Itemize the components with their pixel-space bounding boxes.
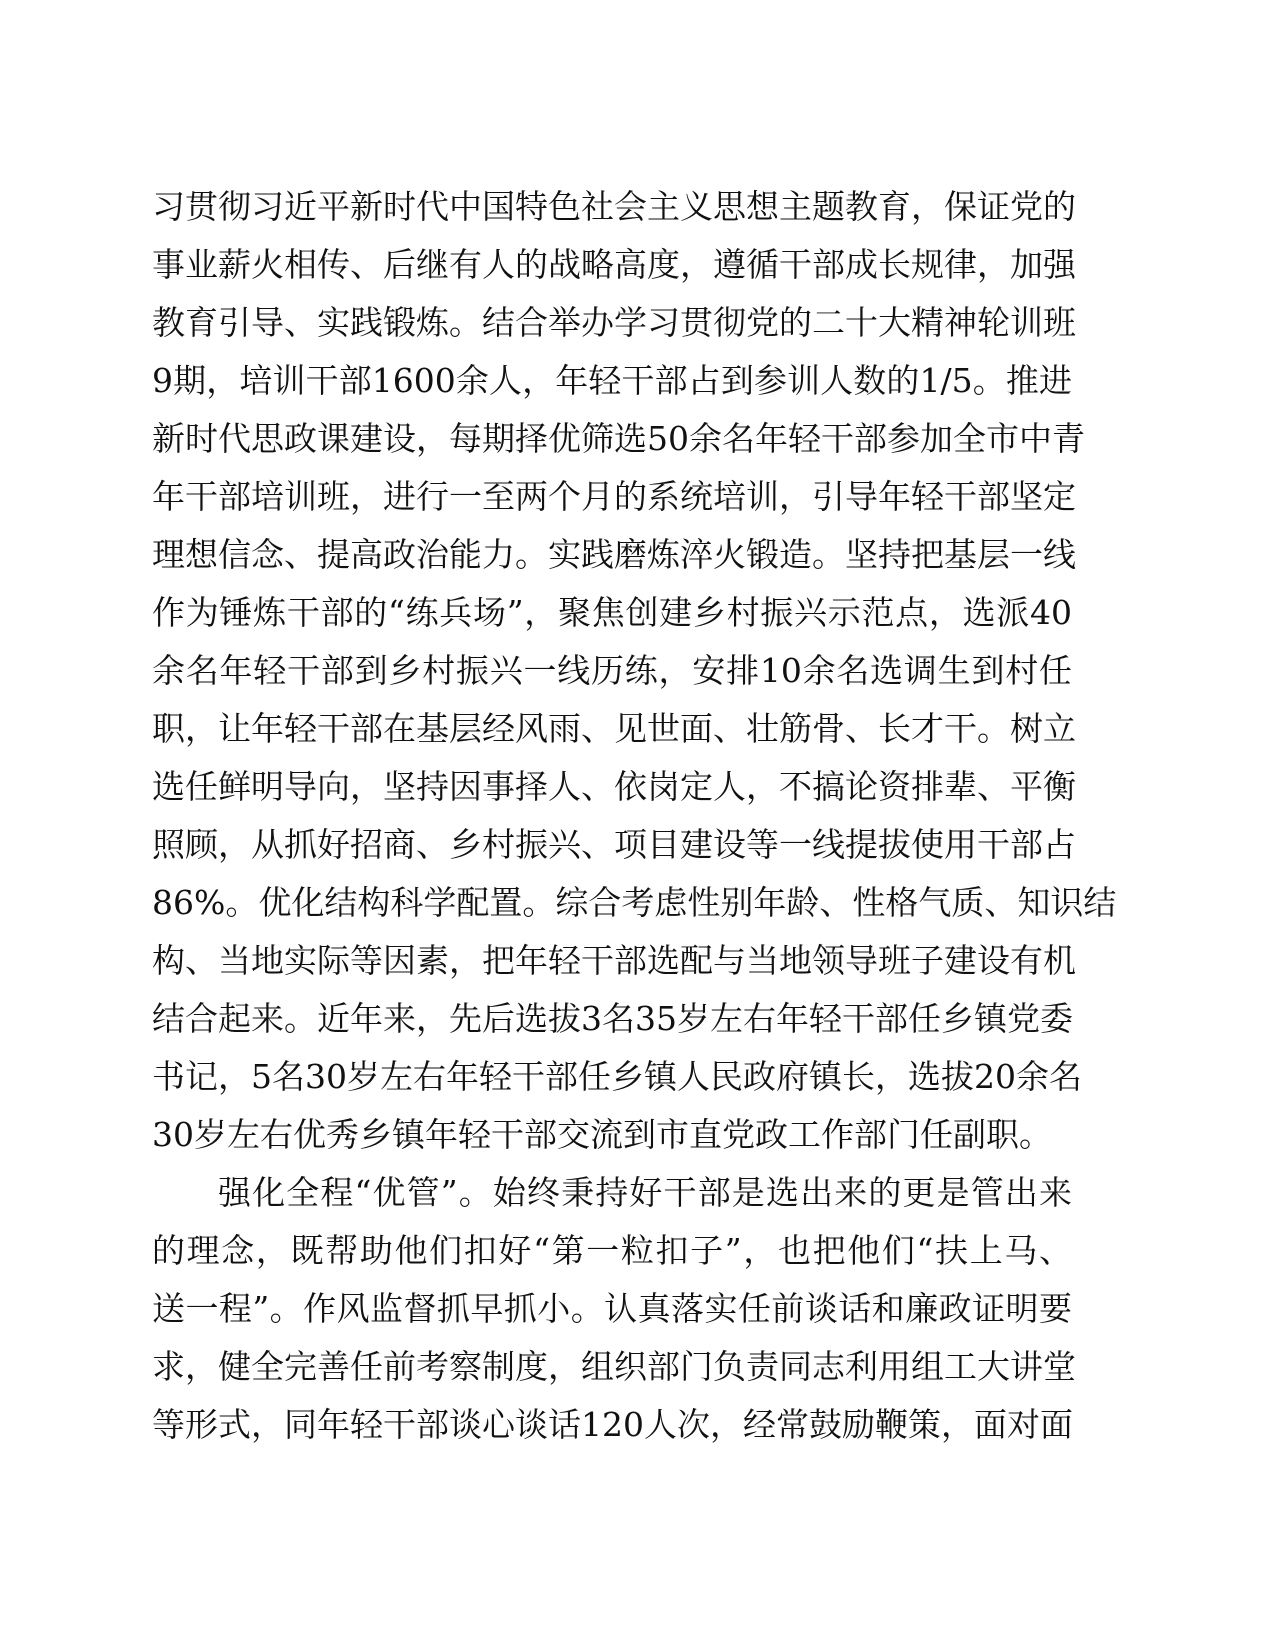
text-line: 理想信念、提高政治能力。实践磨炼淬火锻造。坚持把基层一线 <box>152 535 1076 574</box>
text-line: 书记，5名30岁左右年轻干部任乡镇人民政府镇长，选拔20余名 <box>152 1057 1082 1096</box>
text-line: 新时代思政课建设，每期择优筛选50余名年轻干部参加全市中青 <box>152 419 1085 458</box>
text-line: 的理念，既帮助他们扣好“第一粒扣子”，也把他们“扶上马、 <box>152 1231 1072 1270</box>
text-line: 照顾，从抓好招商、乡村振兴、项目建设等一线提拔使用干部占 <box>152 825 1076 864</box>
text-line: 职，让年轻干部在基层经风雨、见世面、壮筋骨、长才干。树立 <box>152 709 1076 748</box>
text-line: 年干部培训班，进行一至两个月的系统培训，引导年轻干部坚定 <box>152 477 1076 516</box>
text-line: 送一程”。作风监督抓早抓小。认真落实任前谈话和廉政证明要 <box>152 1289 1072 1328</box>
text-line: 30岁左右优秀乡镇年轻干部交流到市直党政工作部门任副职。 <box>152 1115 1052 1154</box>
text-line: 余名年轻干部到乡村振兴一线历练，安排10余名选调生到村任 <box>152 651 1072 690</box>
text-line: 9期，培训干部1600余人，年轻干部占到参训人数的1/5。推进 <box>152 361 1072 400</box>
text-line: 习贯彻习近平新时代中国特色社会主义思想主题教育，保证党的 <box>152 187 1076 226</box>
text-line: 选任鲜明导向，坚持因事择人、依岗定人，不搞论资排辈、平衡 <box>152 767 1076 806</box>
text-line: 86%。优化结构科学配置。综合考虑性别年龄、性格气质、知识结 <box>152 883 1117 922</box>
text-line: 构、当地实际等因素，把年轻干部选配与当地领导班子建设有机 <box>152 941 1076 980</box>
text-line: 作为锤炼干部的“练兵场”，聚焦创建乡村振兴示范点，选派40 <box>152 593 1072 632</box>
text-line: 强化全程“优管”。始终秉持好干部是选出来的更是管出来 <box>218 1173 1072 1212</box>
body-text <box>152 178 1117 1454</box>
paragraph-2 <box>152 1164 1076 1454</box>
paragraph-1 <box>152 178 1117 1164</box>
text-line: 等形式，同年轻干部谈心谈话120人次，经常鼓励鞭策，面对面 <box>152 1405 1073 1444</box>
text-line: 求，健全完善任前考察制度，组织部门负责同志利用组工大讲堂 <box>152 1347 1076 1386</box>
text-line: 教育引导、实践锻炼。结合举办学习贯彻党的二十大精神轮训班 <box>152 303 1076 342</box>
text-line: 结合起来。近年来，先后选拔3名35岁左右年轻干部任乡镇党委 <box>152 999 1073 1038</box>
text-line: 事业薪火相传、后继有人的战略高度，遵循干部成长规律，加强 <box>152 245 1076 284</box>
